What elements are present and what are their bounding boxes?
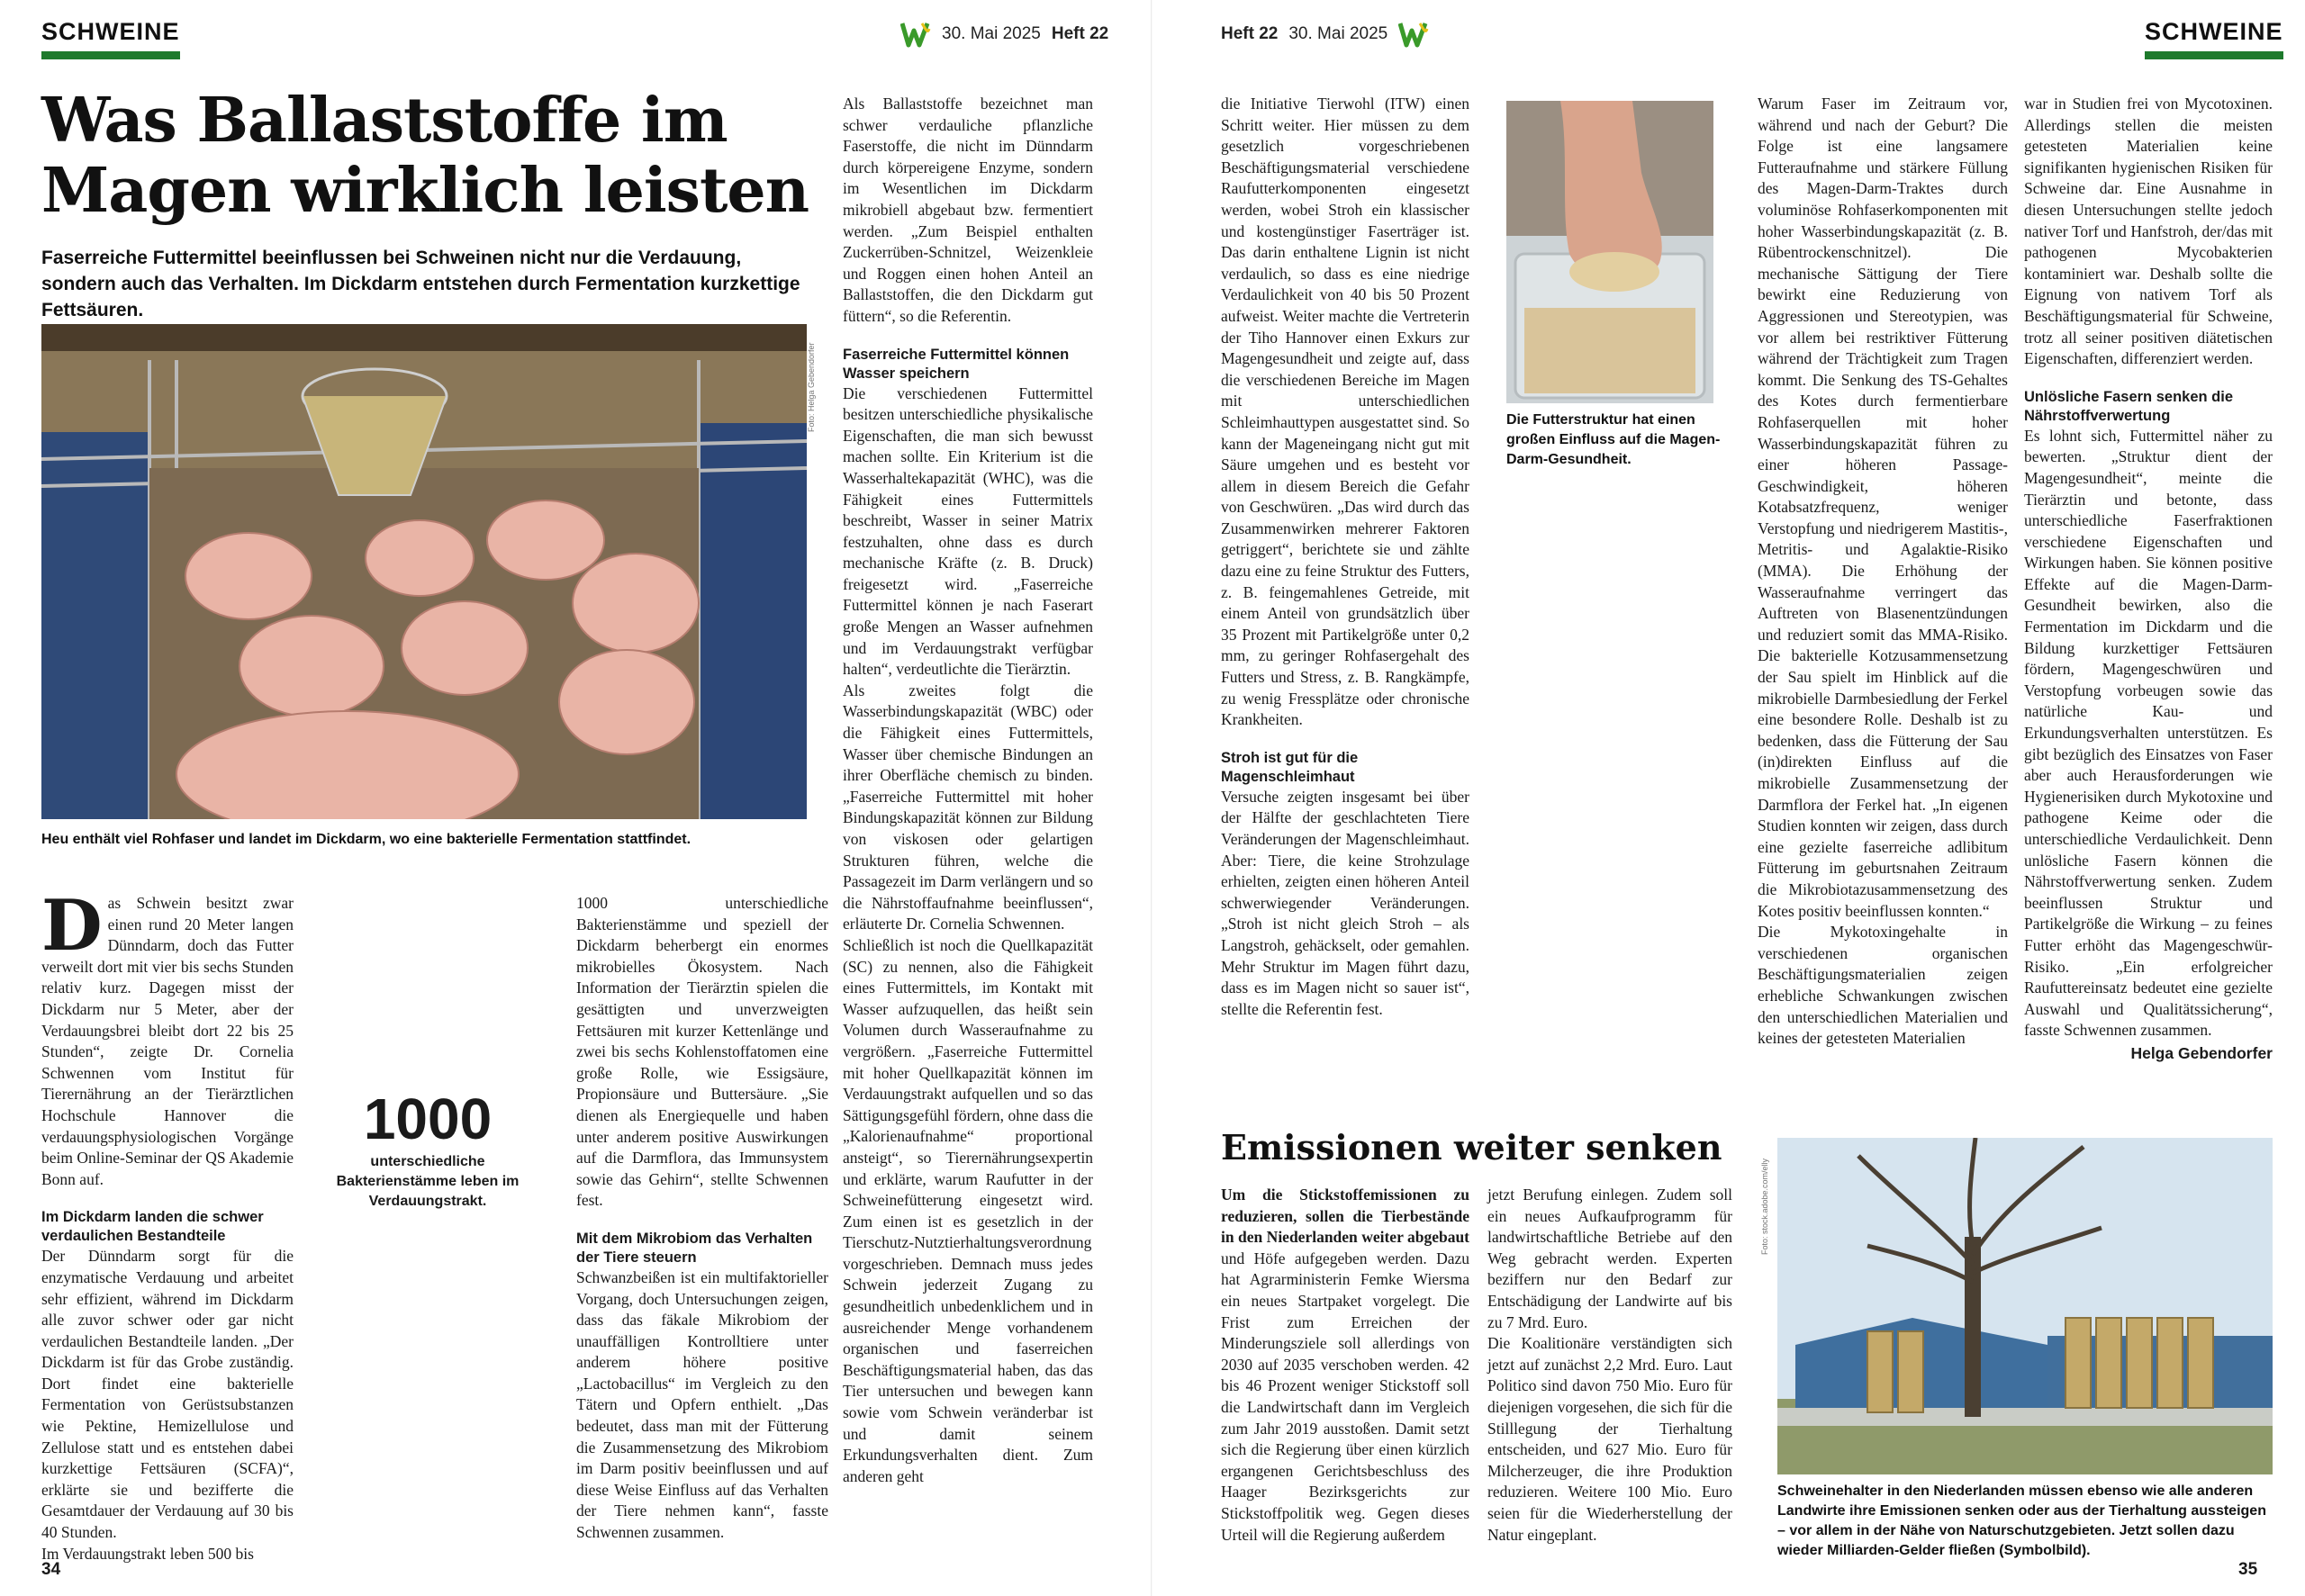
issue-date: 30. Mai 2025 [1288,24,1388,43]
article-headline [41,86,852,226]
subheading: Stroh ist gut für die Magenschleimhaut [1221,749,1359,785]
photo-credit: Foto: stock.adobe.com/elly [1760,1158,1769,1255]
body-paragraph: Schwanzbeißen ist ein multifaktorieller Vorgang, doch Untersuchungen zeigen, dass das fäkale Mikrobiom der unauffälligen Kontrolltiere unter anderem höhere positive „Lactobacillus“ im Vergleich zu den Tätern und Opfern enthielt. „Das bedeutet, dass man mit der Fütterung die Zusammensetzung des Mikrobiom im Darm positiv beeinflussen und auf diese Weise Einfluss auf das Verhalten der Tiere nehmen kann“, fasste Schwennen zusammen. [576,1267,828,1542]
issue-header [1221,20,1429,49]
subheading: Mit dem Mikrobiom das Verhalten der Tiere steuern [576,1230,813,1266]
subheading: Faserreiche Futtermittel können Wasser speichern [843,346,1070,382]
photo-caption: Heu enthält viel Rohfaser und landet im Dickdarm, wo eine bakterielle Fermentation stattfindet. [41,832,692,847]
body-paragraph: jetzt Berufung einlegen. Zudem soll ein neues Aufkaufprogramm für landwirtschaftliche Betriebe auf den Weg gebracht werden. Experten beziffern nur den Bedarf zur Entschädigung der Landwirte auf bis zu 7 Mrd. Euro. [1487,1186,1732,1331]
body-paragraph: 1000 unterschiedliche Bakterienstämme und speziell der Dickdarm beherbergt ein enormes mikrobielles Ökosystem. Nach Information der Tierärztin spielen die gesättigten und unverzweigten Fettsäuren mit kurzer Kettenlänge und zwei bis sechs Kohlenstoffatomen eine große Rolle, wie Essigsäure, Propionsäure und Buttersäure. „Sie dienen als Energiequelle und haben unter anderem positive Auswirkungen auf die Darmflora, das Immunsystem sowie das Gehirn“, stellte Schwennen fest. [576,894,828,1210]
issue-header [900,20,1108,49]
body-paragraph: Die verschiedenen Futtermittel besitzen unterschiedliche physikalische Eigenschaften, die man sich bewusst machen sollte. Ein Kriterium ist die Wasserhaltekapazität (WHC), was die Fähigkeit eines Futtermittels beschreibt, Wasser in seiner Matrix festzuhalten, ohne dass es durch mechanische Kräfte (z. B. Druck) freigesetzt wird. „Faserreiche Futtermittel können je nach Faserart große Mengen an Wasser aufnehmen und im Verdauungstrakt verfügbar halten“, verdeutlichte die Tierärztin. [843,383,1093,679]
body-paragraph: Es lohnt sich, Futtermittel näher zu bewerten. „Struktur dient der Magengesundheit“, meinte die Tierärztin und betonte, dass unterschiedliche Faserfraktionen verschiedene Eigenschaften und Wirkungen haben. Sie können positive Effekte auf die Magen-Darm-Gesundheit bewirken, also die Fermentation im Dickdarm und die Bildung kurzkettiger Fettsäuren fördern, Magengeschwüren und Verstopfung vorbeugen sowie das natürliche Kau- und Erkundungsverhalten unterstützen. Es gibt bezüglich des Einsatzes von Faser aber auch Herausforderungen wie Hygienerisiken durch Mykotoxine und pathogene Keime oder die unterschiedliche Verdaulichkeit. Denn unlösliche Fasern können die Nährstoffverwertung senken. Zudem beeinflussen Struktur und Partikelgröße die Wirkung – zu feines Futter erhöht das Magengeschwür-Risiko. „Ein erfolgreicher Raufuttereinsatz bedeutet eine gezielte Auswahl und Qualitätssicherung“, fasste Schwennen zusammen. [2024,426,2273,1040]
photo-caption: Schweinehalter in den Niederlanden müssen ebenso wie alle anderen Landwirte ihre Emissionen senken oder aus der Tierhaltung aussteigen – vor allem in der Nähe von Naturschutzgebieten. Jetzt sollen dazu wieder Milliarden-Gelder fließen (Symbolbild). [1777,1483,2266,1558]
body-paragraph: Im Verdauungstrakt leben 500 bis [41,1544,254,1563]
page-number: 35 [2238,1560,2258,1579]
body-column-1 [1221,94,1469,1020]
pig-barn-photo [41,324,807,819]
intro-paragraph: Das Schwein besitzt zwar einen rund 20 Meter langen Dünndarm, doch das Futter verweilt dort mit vier bis sechs Stunden relativ kurz. Dagegen misst der Dickdarm nur 5 Meter, aber der Verdauungsbrei bleibt dort 22 bis 25 Stunden“, zeigte Dr. Cornelia Schwennen vom Institut für Tierernährung an der Tierärztlichen Hochschule Hannover die verdauungsphysiologischen Vorgänge beim Online-Seminar der QS Akademie Bonn auf. [41,885,294,1188]
section-headline: Emissionen weiter senken [1221,1127,1722,1168]
subheading: Unlösliche Fasern senken die Nährstoffverwertung [2024,388,2233,424]
photo-credit: Foto: Helga Gebendorfer [807,342,816,432]
issue-number: Heft 22 [1221,24,1279,43]
issue-number: Heft 22 [1051,24,1109,43]
fact-number: 1000 [363,1087,493,1151]
body-paragraph: Schließlich ist noch die Quellkapazität (SC) zu nennen, also die Fähigkeit eines Futtermittels, im Kontakt mit Wasser aufzuquellen, das heißt sein Volumen durch Wasseraufnahme zu vergrößern. „Faserreiche Futtermittel mit hoher Quellkapazität können im Verdauungstrakt aufquellen und so das Sättigungsgefühl fördern, ohne dass die „Kalorienaufnahme“ proportional ansteigt“, so Tierernährungsexpertin und erklärte, warum Raufutter in der Schweinefütterung eingesetzt wird. Zum einen ist es gesetzlich in der Tierschutz-Nutztierhaltungsverordnung vorgeschrieben. Demnach muss jedes Schwein jederzeit Zugang zu gesundheitlich unbedenklichem und in ausreichender Menge vorhandenem organischen und faserreichen Beschäftigungsmaterial haben, das das Tier untersuchen und bewegen kann sowie vom Schwein veränderbar ist und damit seinem Erkundungsverhalten dient. Zum anderen geht [843,935,1093,1485]
barn-tree-photo [1777,1138,2273,1474]
page-number: 34 [41,1560,61,1579]
rubric-label: SCHWEINE [2145,18,2283,59]
body-column-3 [843,94,1093,1487]
barn-tree-illustration [1777,1138,2273,1474]
author-byline: Helga Gebendorfer [2130,1043,2273,1062]
body-column-2 [576,893,828,1544]
body-column-4 [2024,94,2273,1065]
issue-date: 30. Mai 2025 [942,24,1041,43]
news-column-2 [1487,1185,1732,1546]
article-lead: Faserreiche Futtermittel beeinflussen bei Schweinen nicht nur die Verdauung, sondern auch das Verhalten. Im Dickdarm entstehen durch Fermentation kurzkettige Fettsäuren. [41,248,800,320]
w-logo-icon [900,20,931,49]
right-page [1152,0,2305,1596]
subheading: Im Dickdarm landen die schwer verdaulichen Bestandteile [41,1209,264,1245]
w-logo-icon [1398,20,1429,49]
body-paragraph: war in Studien frei von Mycotoxinen. Allerdings stellen die meisten getesteten Materialien keine signifikanten hygienischen Risiken für Schweine dar. Eine Ausnahme in diesen Untersuchungen stellte jedoch nativer Torf und Hanfstroh, der/das mit pathogenen Mycobakterien kontaminiert war. Deshalb sollte die Eignung von nativem Torf als Beschäftigungsmaterial für Schweine, trotz all seiner positiven diätetischen Eigenschaften, differenziert werden. [2024,95,2273,368]
headline-line-1: Was Ballaststoffe im [41,85,728,157]
headline-line-2: Magen wirklich leisten [41,155,809,227]
drop-cap: D [41,885,103,967]
feed-hand-photo [1506,101,1713,403]
body-paragraph: Der Dünndarm sorgt für die enzymatische Verdauung und arbeitet sehr effizient, während im Dickdarm alle zuvor schwer oder gar nicht verdaulichen Bestandteile landen. „Der Dickdarm ist für das Grobe zuständig. Dort findet eine bakterielle Fermentation von Gerüstsubstanzen wie Pektine, Hemizellulose und Zellulose statt und es entstehen dabei kurzkettige Fettsäuren (SCFA)“, erklärte sie und bezifferte die Gesamtdauer der Verdauung auf 30 bis 40 Stunden. [41,1247,294,1542]
fact-text: unterschiedliche Bakterienstämme leben im Verdauungstrakt. [336,1154,520,1209]
body-paragraph: Um die Stickstoffemissionen zu reduzieren, sollen die Tierbestände in den Niederlanden weiter abgebaut und Höfe aufgegeben werden. Dazu hat Agrarministerin Femke Wiersma ein neues Startpaket vorgelegt. Die Frist zum Erreichen der Minderungsziele soll allerdings von 2030 auf 2035 verschoben werden. 42 bis 46 Prozent weniger Stickstoff soll die Landwirtschaft dann im Vergleich zum Jahr 2019 ausstoßen. Damit setzt sich die Regierung über einen kürzlich ergangenen Gerichtsbeschluss des Haager Bezirksgerichts zur Stickstoffpolitik weg. Gegen dieses Urteil will die Regierung außerdem [1221,1186,1469,1544]
body-paragraph: die Initiative Tierwohl (ITW) einen Schritt weiter. Hier müssen zu dem gesetzlich vorgeschriebenen Beschäftigungsmaterial verschiedene Raufutterkomponenten eingesetzt werden, wobei Stroh ein klassischer und kostengünstiger Faserträger ist. Das darin enthaltene Lignin ist nicht verdaulich, so dass es eine niedrige Verdaulichkeit von 40 bis 50 Prozent aufweist. Weiter machte die Vertreterin der Tiho Hannover einen Exkurs zur Magengesundheit und zeigte auf, dass die verschiedenen Bereiche im Magen mit unterschiedlichen Schleimhauttypen ausgestattet sind. So kann der Mageneingang nicht gut mit Säure umgehen und es besteht vor allem in diesem Bereich die Gefahr von Geschwüren. „Das wird durch das Zusammenwirken mehrerer Faktoren getriggert“, berichtete sie und zählte dazu eine zu feine Struktur des Futters, z. B. feingemahlenes Getreide, mit einem Anteil von grundsätzlich über 35 Prozent mit Partikelgröße unter 0,2 mm, zu geringer Rohfasergehalt des Futters und Stress, z. B. Rangkämpfe, zu wenig Fressplätze oder chronische Krankheiten. [1221,95,1469,729]
body-column-3 [1758,94,2008,1050]
rubric-label: SCHWEINE [41,18,180,59]
body-paragraph: Als zweites folgt die Wasserbindungskapazität (WBC) oder die Fähigkeit eines Futtermittels, Wasser über chemische Bindungen an ihrer Oberfläche chemisch zu binden. „Faserreiche Futtermittel mit hoher Bindungskapazität können zur Bildung von viskosen oder gelartigen Strukturen führen, welche die Passagezeit im Darm verlängern und so die Nährstoffaufnahme beeinflussen“, erläuterte Dr. Cornelia Schwennen. [843,681,1093,933]
body-paragraph: Als Ballaststoffe bezeichnet man schwer verdauliche pflanzliche Faserstoffe, die nicht im Dünndarm durch körpereigene Enzyme, sondern im Wesentlichen im Dickdarm mikrobiell abgebaut bzw. fermentiert werden. „Zum Beispiel enthalten Zuckerrüben-Schnitzel, Weizenkleie und Roggen einen hohen Anteil an Ballaststoffen, die den Dickdarm gut füttern“, so die Referentin. [843,95,1093,325]
fact-box [324,1089,531,1212]
body-paragraph: Die Mykotoxingehalte in verschiedenen organischen Beschäftigungsmaterialien zeigen erhebliche Schwankungen zwischen den unterschiedlichen Materialien und keines der getesteten Materialien [1758,923,2008,1048]
feed-hand-illustration [1506,101,1713,403]
body-paragraph: Versuche zeigten insgesamt bei über der Hälfte der geschlachteten Tiere Veränderungen der Magenschleimhaut. Aber: Tiere, die keine Strohzulage erhielten, zeigten einen höheren Anteil schwerwiegender Veränderungen. „Stroh ist nicht gleich Stroh – als Langstroh, gehäckselt, oder gemahlen. Mehr Struktur im Magen führt dazu, dass es im Magen nicht so sauer ist“, stellte die Referentin fest. [1221,787,1469,1018]
photo-caption: Die Futterstruktur hat einen großen Einfluss auf die Magen-Darm-Gesundheit. [1506,412,1721,467]
news-column-1 [1221,1185,1469,1546]
body-column-1 [41,885,294,1564]
body-paragraph: Warum Faser im Zeitraum vor, während und nach der Geburt? Die Folge ist eine langsamere Futteraufnahme und stärkere Füllung des Magen-Darm-Traktes durch voluminöse Rohfaserkomponenten mit hoher Wasserbindungskapazität (z. B. Rübentrockenschnitzel). Die mechanische Sättigung der Tiere bewirkt eine Reduzierung von Aggressionen und Stereotypien, was vor allem bei restriktiver Fütterung während der Trächtigkeit zum Tragen kommt. Die Senkung des TS-Gehaltes des Kotes durch fermentierbare Rohfaserquellen mit hoher Wasserbindungskapazität führen zu einer höheren Passage-Geschwindigkeit, höheren Kotabsatzfrequenz, weniger Verstopfung und niedrigerem Mastitis-, Metritis- und Agalaktie-Risiko (MMA). Die Erhöhung der Wasseraufnahme verringert das Auftreten von Blasenentzündungen und reduziert somit das MMA-Risiko. Die bakterielle Kotzusammensetzung der Sau spielt im Hinblick auf die mikrobielle Darmbesiedlung der Ferkel eine besondere Rolle. Deshalb ist zu bedenken, dass die Fütterung der Sau (in)direkten Einfluss auf die mikrobielle Zusammensetzung der Darmflora der Ferkel hat. „In eigenen Studien konnten wir zeigen, dass durch eine gezielte faserreiche adlibitum Fütterung im geburtsnahen Zeitraum die Mikrobiotazusammensetzung des Kotes positiv beeinflussen konnten.“ [1758,95,2008,920]
pig-barn-illustration [41,324,807,819]
body-paragraph: Die Koalitionäre verständigten sich jetzt auf zunächst 2,2 Mrd. Euro. Laut Politico sind davon 750 Mio. Euro für diejenigen vorgesehen, die sich für die Stilllegung der Tierhaltung entscheiden, und 627 Mio. Euro für Milcherzeuger, die ihre Produktion reduzieren. Weitere 100 Mio. Euro seien für die Wiederherstellung der Natur eingeplant. [1487,1334,1732,1544]
left-page [0,0,1152,1596]
